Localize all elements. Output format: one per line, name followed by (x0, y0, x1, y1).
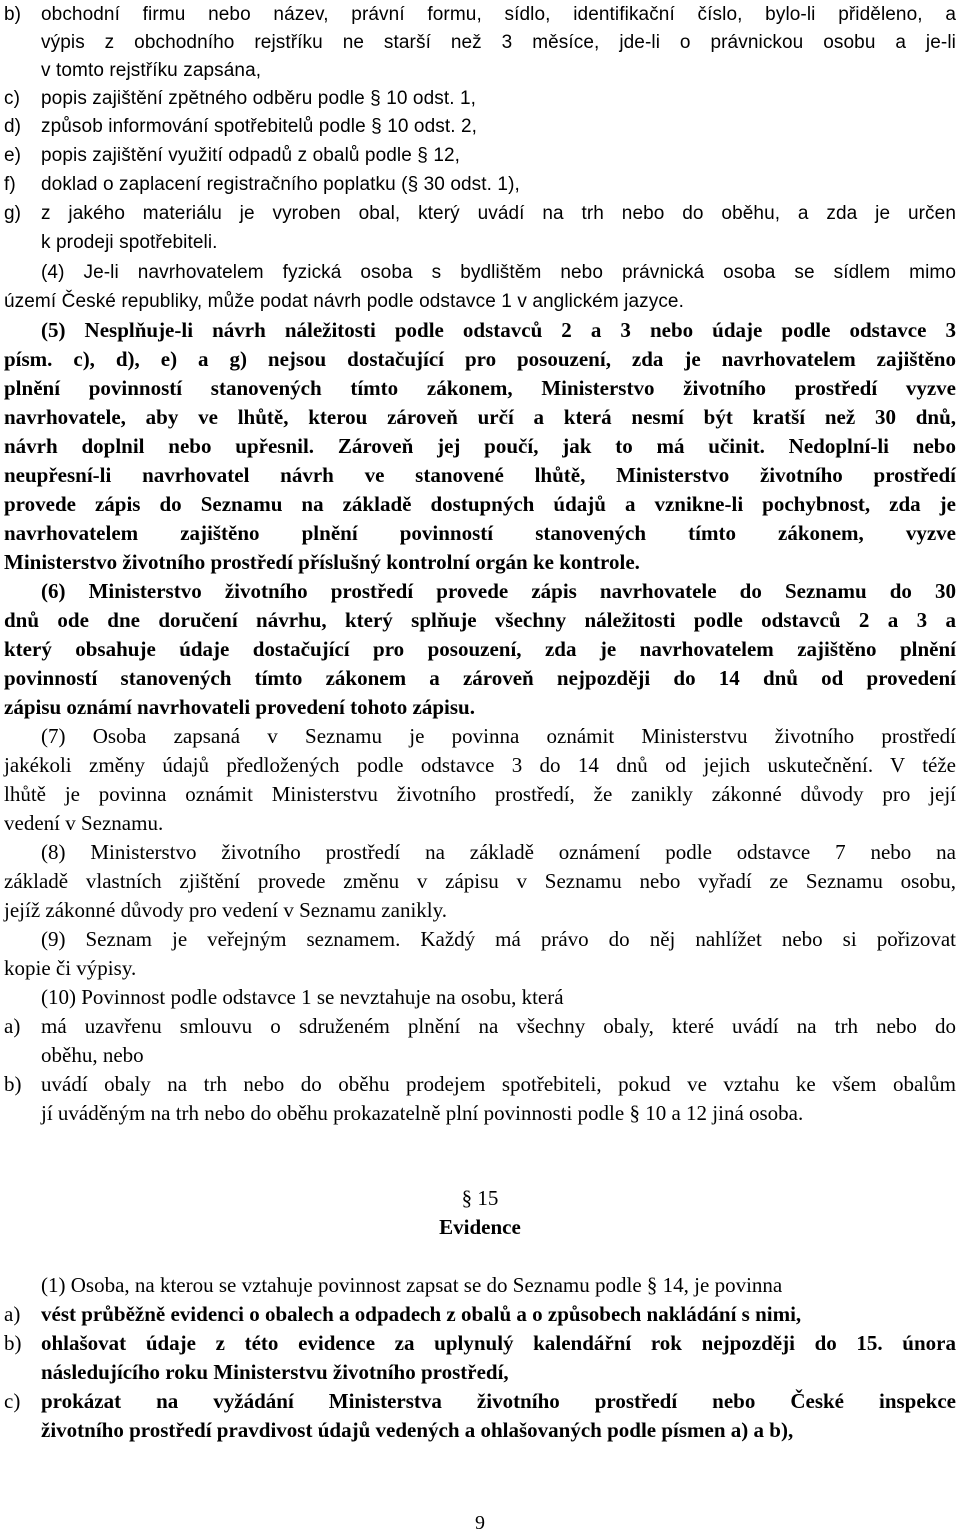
paragraph-text: vedení v Seznamu. (4, 811, 164, 835)
list-label: a) (4, 1014, 21, 1038)
list-text: v tomto rejstříku zapsána, (41, 60, 262, 81)
paragraph-text: plnění povinností stanovených tímto zákonem, Ministerstvo životního prostředí vyzve (4, 376, 956, 400)
list-label: g) (4, 203, 22, 224)
paragraph-text: základě vlastních zjištění provede změnu v zápisu v Seznamu nebo vyřadí ze Seznamu osobu, (4, 869, 956, 893)
list-text: jí uváděným na trh nebo do oběhu prokazatelně plní povinnosti podle § 10 a 12 jiná osoba. (41, 1101, 804, 1125)
paragraph-text: jejíž zákonné důvody pro vedení v Seznamu zanikly. (4, 898, 447, 922)
paragraph-text: (1) Osoba, na kterou se vztahuje povinnost zapsat se do Seznamu podle § 14, je povinna (41, 1273, 783, 1297)
list-text: životního prostředí pravdivost údajů vedených a ohlašovaných podle písmen a) a b), (41, 1418, 794, 1442)
list-text: následujícího roku Ministerstvu životního prostředí, (41, 1360, 509, 1384)
list-text: doklad o zaplacení registračního poplatku (§ 30 odst. 1), (41, 174, 520, 195)
list-label: e) (4, 145, 22, 166)
paragraph-text: písm. c), d), e) a g) nejsou dostačující pro posouzení, zda je navrhovatelem zajištěno (4, 347, 956, 371)
list-text: uvádí obaly na trh nebo do oběhu prodejem spotřebiteli, pokud ve vztahu ke všem obalům (41, 1072, 956, 1096)
list-text: vést průběžně evidenci o obalech a odpadech z obalů a o způsobech nakládání s nimi, (41, 1302, 802, 1326)
list-text: popis zajištění zpětného odběru podle § 10 odst. 1, (41, 88, 477, 109)
paragraph-text: (6) Ministerstvo životního prostředí provede zápis navrhovatele do Seznamu do 30 (41, 579, 956, 603)
paragraph-text: (7) Osoba zapsaná v Seznamu je povinna oznámit Ministerstvu životního prostředí (41, 724, 956, 748)
paragraph-text: lhůtě je povinna oznámit Ministerstvu životního prostředí, že zanikly zákonné důvody pro její (4, 782, 956, 806)
list-text: prokázat na vyžádání Ministerstva životního prostředí nebo České inspekce (41, 1389, 956, 1413)
list-text: popis zajištění využití odpadů z obalů podle § 12, (41, 145, 461, 166)
paragraph-text: navrhovatele, aby ve lhůtě, kterou zároveň určí a která nesmí být kratší než 30 dnů, (4, 405, 956, 429)
paragraph-text: který obsahuje údaje dostačující pro posouzení, zda je navrhovatelem zajištěno plnění (4, 637, 956, 661)
list-label: c) (4, 1389, 21, 1413)
list-label: b) (4, 1331, 22, 1355)
list-text: k prodeji spotřebiteli. (41, 232, 218, 253)
paragraph-text: (5) Nesplňuje-li návrh náležitosti podle odstavců 2 a 3 nebo údaje podle odstavce 3 (41, 318, 956, 342)
paragraph-text: jakékoli změny údajů předložených podle odstavce 3 do 14 dnů od jejich uskutečnění. V téže (4, 753, 956, 777)
list-text: z jakého materiálu je vyroben obal, který uvádí na trh nebo do oběhu, a zda je určen (41, 203, 956, 224)
list-text: ohlašovat údaje z této evidence za uplynulý kalendářní rok nejpozději do 15. února (41, 1331, 956, 1355)
paragraph-text: (8) Ministerstvo životního prostředí na základě oznámení podle odstavce 7 nebo na (41, 840, 956, 864)
list-label: b) (4, 1072, 22, 1096)
paragraph-text: (4) Je-li navrhovatelem fyzická osoba s bydlištěm nebo právnická osoba se sídlem mimo (41, 262, 956, 283)
list-text: obchodní firmu nebo název, právní formu, sídlo, identifikační číslo, bylo-li přiděleno, a (41, 4, 956, 25)
list-label: f) (4, 174, 16, 195)
section-title (4, 1213, 956, 1242)
list-text: má uzavřenu smlouvu o sdruženém plnění na všechny obaly, které uvádí na trh nebo do (41, 1014, 956, 1038)
paragraph-text: povinností stanovených tímto zákonem a zároveň nejpozději do 14 dnů od provedení (4, 666, 956, 690)
paragraph-text: (9) Seznam je veřejným seznamem. Každý má právo do něj nahlížet nebo si pořizovat (41, 927, 956, 951)
paragraph-text: navrhovatelem zajištěno plnění povinností stanovených tímto zákonem, vyzve (4, 521, 956, 545)
list-label: c) (4, 88, 21, 109)
section-number (4, 1184, 956, 1213)
list-label: b) (4, 4, 22, 25)
paragraph-text: neupřesní-li navrhovatel návrh ve stanovené lhůtě, Ministerstvo životního prostředí (4, 463, 956, 487)
list-label: d) (4, 116, 22, 137)
list-label: a) (4, 1302, 21, 1326)
list-text: výpis z obchodního rejstříku ne starší než 3 měsíce, jde-li o právnickou osobu a je-li (41, 32, 956, 53)
list-text: způsob informování spotřebitelů podle § 10 odst. 2, (41, 116, 478, 137)
paragraph-text: kopie či výpisy. (4, 956, 137, 980)
paragraph-text: Ministerstvo životního prostředí příslušný kontrolní orgán ke kontrole. (4, 550, 640, 574)
section-title-text: Evidence (439, 1215, 521, 1239)
paragraph-text: návrh doplnil nebo upřesnil. Zároveň jej poučí, jak to má učinit. Nedoplní-li nebo (4, 434, 956, 458)
paragraph-text: dnů ode dne doručení návrhu, který splňuje všechny náležitosti podle odstavců 2 a 3 a (4, 608, 956, 632)
paragraph-text: (10) Povinnost podle odstavce 1 se nevztahuje na osobu, která (41, 985, 564, 1009)
paragraph-text: území České republiky, může podat návrh podle odstavce 1 v anglickém jazyce. (4, 291, 684, 312)
paragraph-text: provede zápis do Seznamu na základě dostupných údajů a vznikne-li pochybnost, zda je (4, 492, 956, 516)
page-number: 9 (475, 1512, 485, 1534)
section-number-text: § 15 (461, 1186, 499, 1210)
paragraph-text: zápisu oznámí navrhovateli provedení tohoto zápisu. (4, 695, 475, 719)
list-text: oběhu, nebo (41, 1043, 144, 1067)
